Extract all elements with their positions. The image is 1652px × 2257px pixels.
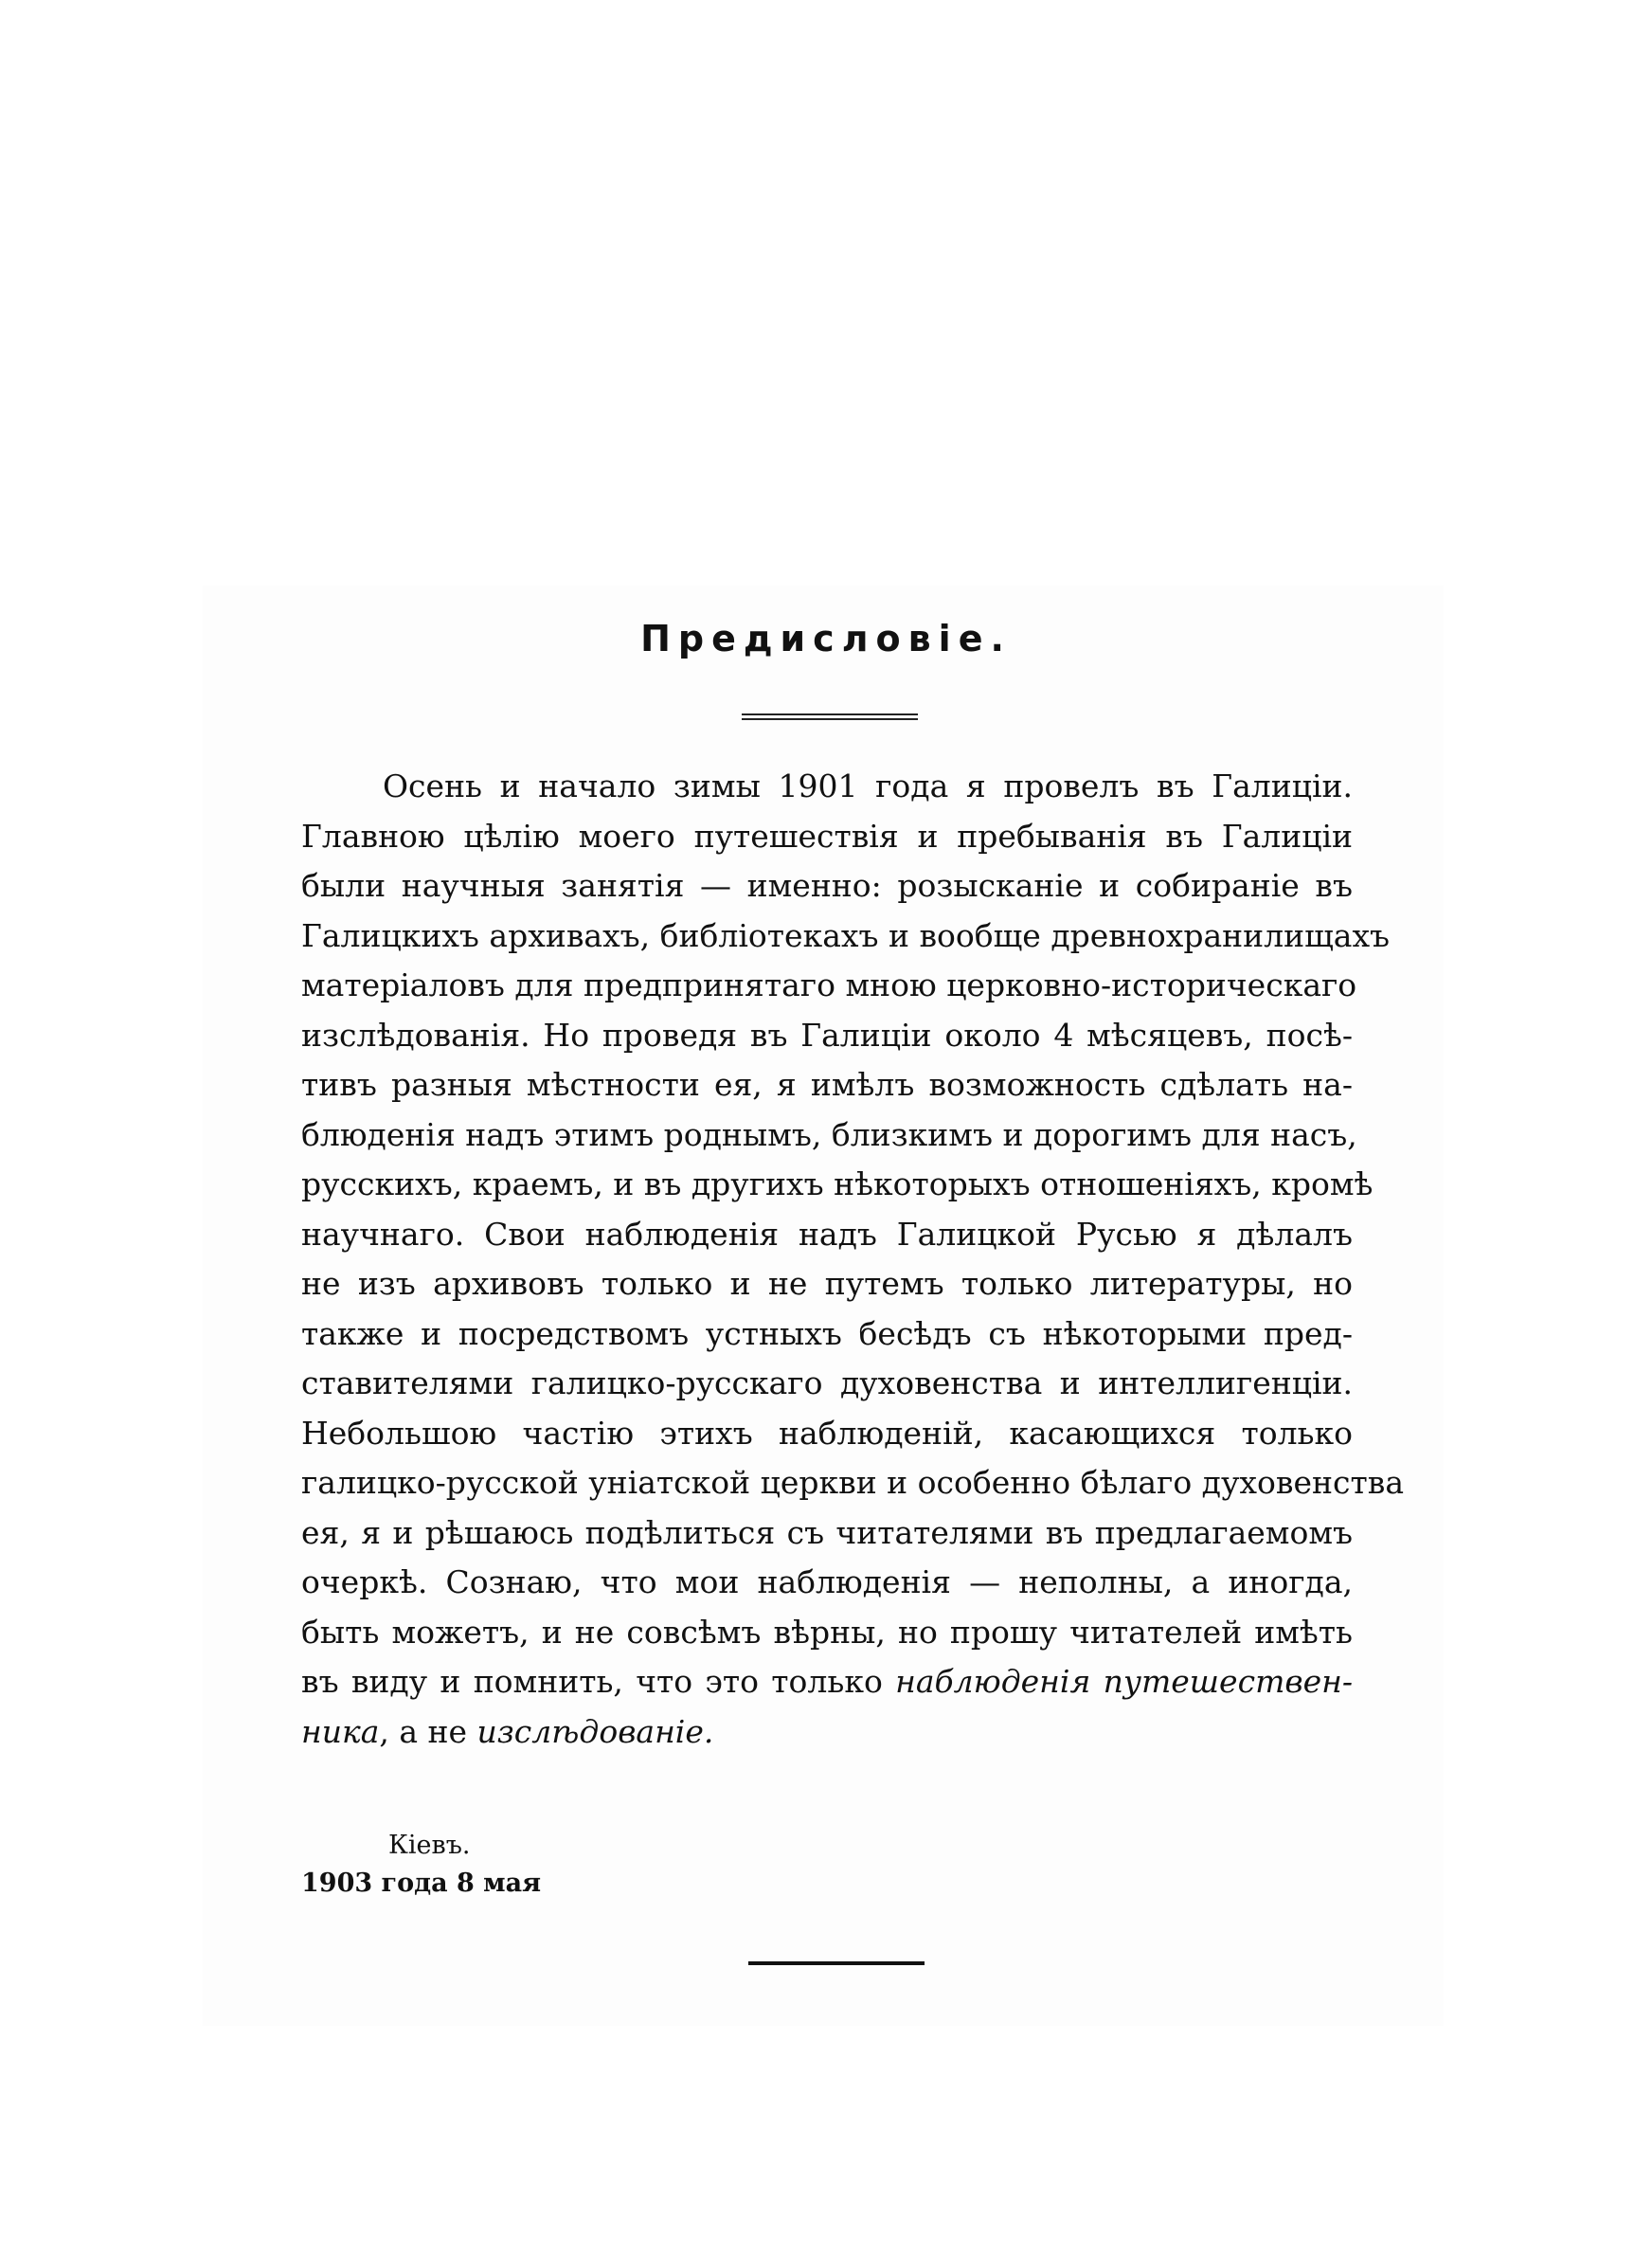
paragraph-line: матеріаловъ для предпринятаго мною церковно-историческаго — [301, 966, 1357, 1003]
paragraph-line: тивъ разныя мѣстности ея, я имѣлъ возможность сдѣлать на- — [301, 1066, 1353, 1103]
paragraph-line: были научныя занятія — именно: розысканіе и собираніе въ — [301, 867, 1353, 904]
closing-rule — [748, 1961, 925, 1965]
title-underline-rule-second — [742, 718, 918, 720]
italic-word: изслѣдованіе. — [476, 1712, 714, 1750]
paragraph-line: также и посредствомъ устныхъ бесѣдъ съ нѣкоторыми пред- — [301, 1314, 1353, 1352]
paragraph-line: русскихъ, краемъ, и въ другихъ нѣкоторыхъ отношеніяхъ, кромѣ — [301, 1165, 1374, 1202]
paragraph-line: Главною цѣлію моего путешествія и пребыванія въ Галиціи — [301, 817, 1353, 855]
paragraph-line: быть можетъ, и не совсѣмъ вѣрны, но прошу читателей имѣть — [301, 1613, 1353, 1651]
page-title: Предисловіе. — [640, 618, 1012, 659]
paragraph-line: изслѣдованія. Но проведя въ Галиціи около 4 мѣсяцевъ, посѣ- — [301, 1016, 1353, 1054]
paragraph-line-italic-start — [301, 1657, 1353, 1707]
paragraph-line: не изъ архивовъ только и не путемъ только литературы, но — [301, 1265, 1353, 1302]
paragraph-line: Осень и начало зимы 1901 года я провелъ въ Галиціи. — [383, 767, 1353, 804]
paragraph-line: научнаго. Свои наблюденія надъ Галицкой Русью я дѣлалъ — [301, 1215, 1353, 1253]
italic-phrase: наблюденія путешествен- — [895, 1663, 1353, 1700]
line-text: , а не — [379, 1712, 477, 1750]
paragraph-line: ея, я и рѣшаюсь подѣлиться съ читателями въ предлагаемомъ — [301, 1513, 1353, 1551]
paragraph-line-final — [301, 1707, 1353, 1758]
paragraph-line: Галицкихъ архивахъ, библіотекахъ и вообще древнохранилищахъ — [301, 916, 1391, 954]
paragraph-line: Небольшою частію этихъ наблюденій, касающихся только — [301, 1414, 1353, 1452]
title-underline-rule — [742, 713, 918, 715]
signature-block — [301, 1827, 541, 1903]
italic-word: ника — [301, 1712, 380, 1750]
paragraph-line: галицко-русской уніатской церкви и особенно бѣлаго духовенства — [301, 1464, 1404, 1501]
paragraph-line: очеркѣ. Сознаю, что мои наблюденія — неполны, а иногда, — [301, 1563, 1353, 1600]
paragraph-line: ставителями галицко-русскаго духовенства и интеллигенціи. — [301, 1364, 1353, 1401]
paragraph-line: блюденія надъ этимъ роднымъ, близкимъ и дорогимъ для насъ, — [301, 1115, 1357, 1153]
signature-place: Кіевъ. — [388, 1831, 471, 1860]
line-text: въ виду и помнить, что это только — [301, 1663, 896, 1700]
preface-paragraph — [301, 762, 1404, 1757]
signature-date: 1903 года 8 мая — [301, 1869, 542, 1898]
